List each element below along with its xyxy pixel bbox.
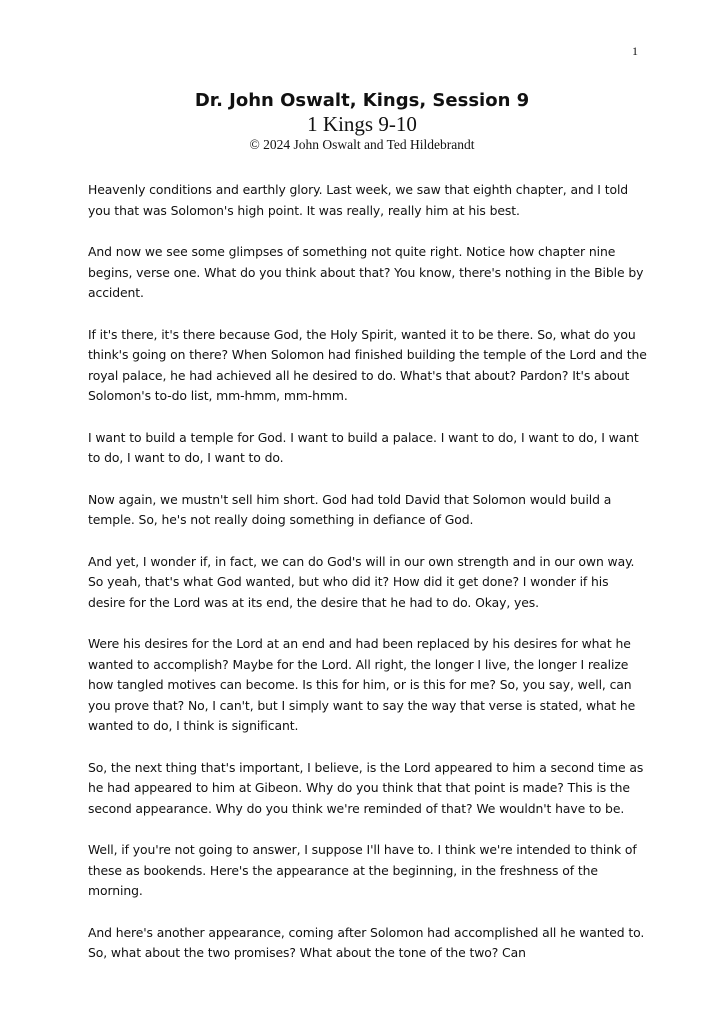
paragraph: I want to build a temple for God. I want to build a palace. I want to do, I want to do, I want to do, I want to do, I want to do. <box>88 429 639 465</box>
paragraph: Well, if you're not going to answer, I suppose I'll have to. I think we're intended to think of these as bookends. Here's the appearance at the beginning, in the freshness of the morning. <box>88 842 637 898</box>
page-number: 1 <box>632 44 638 58</box>
copyright-line: © 2024 John Oswalt and Ted Hildebrandt <box>249 137 475 152</box>
document-subtitle: 1 Kings 9-10 <box>307 112 417 136</box>
transcript-body <box>88 180 648 985</box>
paragraph: And yet, I wonder if, in fact, we can do God's will in our own strength and in our own way. So yeah, that's what God wanted, but who did it? How did it get done? I wonder if his desire for the Lord was at its end, the desire that he had to do. Okay, yes. <box>88 553 635 610</box>
paragraph: Heavenly conditions and earthly glory. Last week, we saw that eighth chapter, and I told you that was Solomon's high point. It was really, really him at his best. <box>88 182 629 218</box>
paragraph: And now we see some glimpses of something not quite right. Notice how chapter nine begins, verse one. What do you think about that? You know, there's nothing in the Bible by accident. <box>88 244 644 300</box>
title-block <box>0 90 724 154</box>
paragraph: And here's another appearance, coming after Solomon had accomplished all he wanted to. So, what about the two promises? What about the tone of the two? Can <box>88 924 645 960</box>
paragraph: So, the next thing that's important, I believe, is the Lord appeared to him a second time as he had appeared to him at Gibeon. Why do you think that that point is made? This is the second appearance. Why do you think we're reminded of that? We wouldn't have to be. <box>88 759 644 816</box>
paragraph: Now again, we mustn't sell him short. God had told David that Solomon would build a temple. So, he's not really doing something in defiance of God. <box>88 491 612 527</box>
document-title: Dr. John Oswalt, Kings, Session 9 <box>194 90 530 111</box>
paragraph: If it's there, it's there because God, the Holy Spirit, wanted it to be there. So, what do you think's going on there? When Solomon had finished building the temple of the Lord and the royal palace, he had achieved all he desired to do. What's that about? Pardon? It's about Solomon's to-do list, mm-hmm, mm-hmm. <box>88 326 647 403</box>
paragraph: Were his desires for the Lord at an end and had been replaced by his desires for what he wanted to accomplish? Maybe for the Lord. All right, the longer I live, the longer I realize how tangled motives can become. Is this for him, or is this for me? So, you say, well, can you prove that? No, I can't, but I simply want to say the way that verse is stated, what he wanted to do, I think is significant. <box>88 636 636 733</box>
